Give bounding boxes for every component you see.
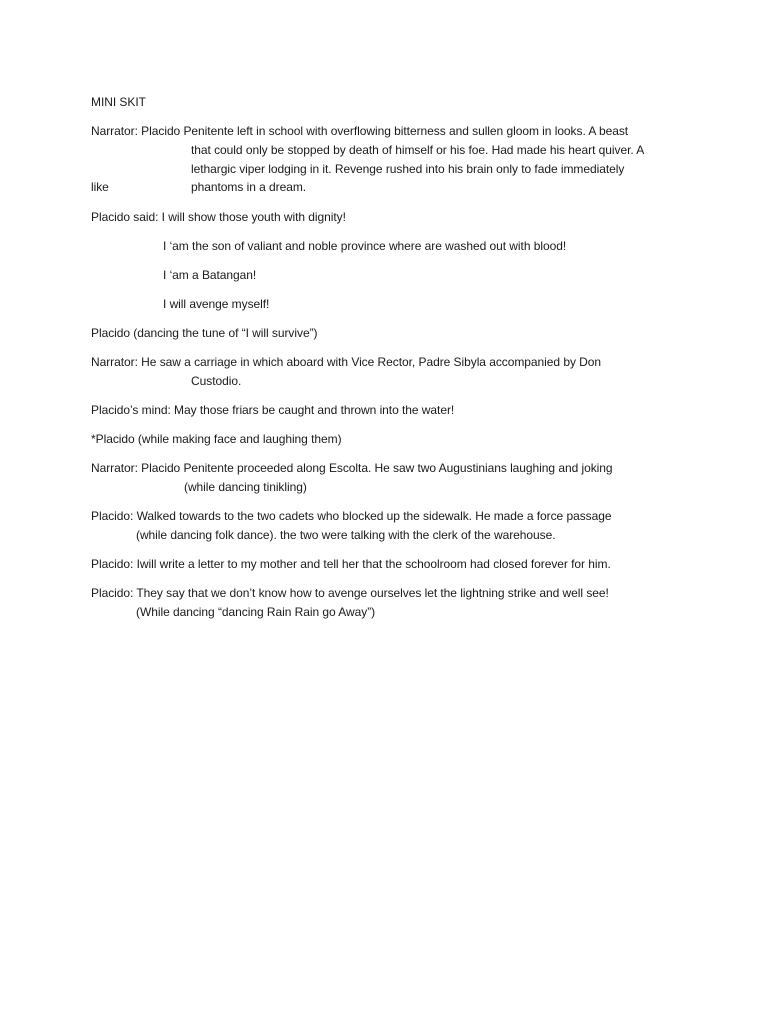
narrator-line-1-cont-1: that could only be stopped by death of himself or his foe. Had made his heart quiver. A <box>191 143 645 157</box>
placido-said-cont-1: I ‘am the son of valiant and noble province where are washed out with blood! <box>163 239 567 253</box>
narrator-line-2-cont: Custodio. <box>191 374 242 388</box>
doc-title: MINI SKIT <box>91 95 146 109</box>
placido-line-avenge: Placido: They say that we don’t know how to avenge ourselves let the lightning strike and well see! <box>91 586 609 600</box>
placido-line-letter: Placido: Iwill write a letter to my mother and tell her that the schoolroom had closed forever for him. <box>91 557 611 571</box>
stage-direction-line: *Placido (while making face and laughing them) <box>91 432 342 446</box>
narrator-line-1-like: like <box>91 180 109 194</box>
placido-dancing-line: Placido (dancing the tune of “I will survive”) <box>91 326 318 340</box>
narrator-line-3-cont: (while dancing tinikling) <box>184 480 307 494</box>
narrator-line-1-cont-3: phantoms in a dream. <box>191 180 307 194</box>
placido-mind-line: Placido’s mind: May those friars be caught and thrown into the water! <box>91 403 455 417</box>
placido-line-walk-cont: (while dancing folk dance). the two were talking with the clerk of the warehouse. <box>136 528 556 542</box>
placido-said-cont-3: I will avenge myself! <box>163 297 270 311</box>
narrator-line-1-cont-2: lethargic viper lodging in it. Revenge rushed into his brain only to fade immediately <box>191 162 625 176</box>
placido-said-line: Placido said: I will show those youth with dignity! <box>91 210 346 224</box>
placido-line-avenge-cont: (While dancing “dancing Rain Rain go Away”) <box>136 605 376 619</box>
narrator-line-1: Narrator: Placido Penitente left in school with overflowing bitterness and sullen gloom in looks. A beast <box>91 124 629 138</box>
placido-line-walk: Placido: Walked towards to the two cadets who blocked up the sidewalk. He made a force passage <box>91 509 612 523</box>
placido-said-cont-2: I ‘am a Batangan! <box>163 268 257 282</box>
narrator-line-3: Narrator: Placido Penitente proceeded along Escolta. He saw two Augustinians laughing and joking <box>91 461 613 475</box>
narrator-line-2: Narrator: He saw a carriage in which aboard with Vice Rector, Padre Sibyla accompanied by Don <box>91 355 602 369</box>
